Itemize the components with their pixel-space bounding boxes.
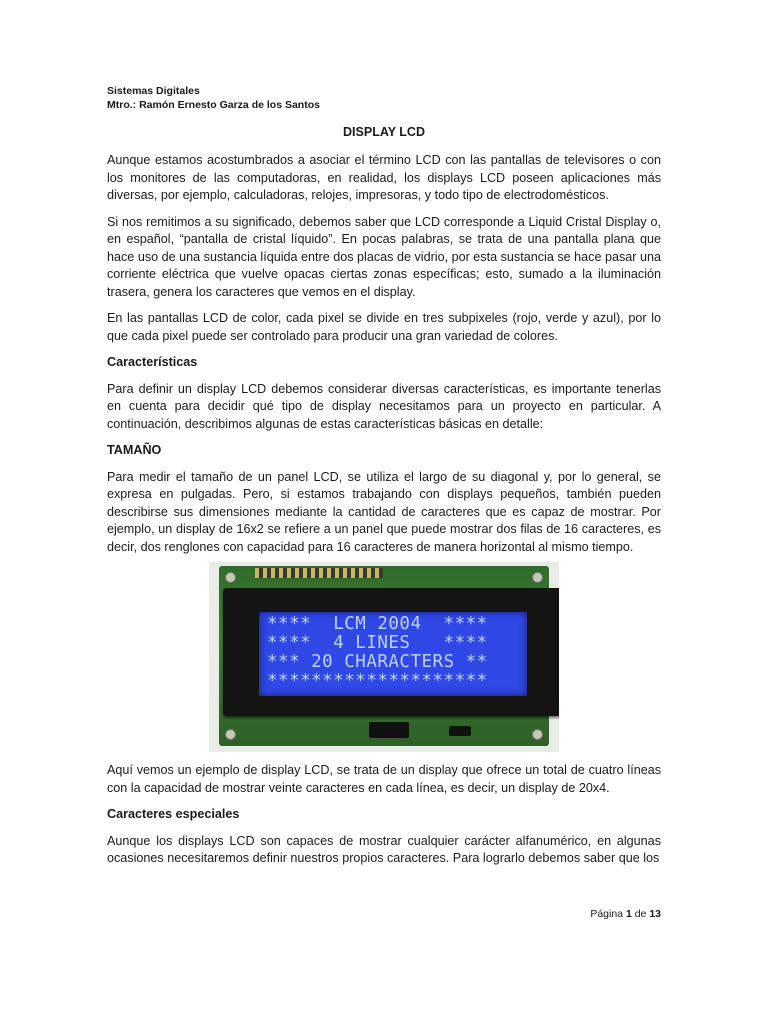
paragraph-characteristics: Para definir un display LCD debemos considerar diversas características, es importante tenerlas en cuenta para decidir qué tipo de display necesitamos para un proyecto en particular. A continuación, describimos algunas de estas características básicas en detalle:: [107, 381, 661, 431]
heading-caracteres-especiales: Caracteres especiales: [107, 807, 240, 821]
paragraph-special-chars: Aunque los displays LCD son capaces de mostrar cualquier carácter alfanumérico, en algunas ocasiones necesitaremos definir nuestros propios caracteres. Para lograrlo debemos saber que los: [107, 833, 661, 865]
heading-caracteristicas: Características: [107, 355, 198, 369]
lcd-line-4: ********************: [267, 671, 488, 691]
lcd-module-image: [209, 562, 559, 752]
lcd-line-1: **** LCM 2004 ****: [267, 614, 488, 634]
heading-tamano: TAMAÑO: [107, 443, 162, 457]
lcd-screen: [259, 612, 527, 696]
mounting-hole-icon: [225, 572, 236, 583]
lcd-line-3: *** 20 CHARACTERS **: [267, 652, 488, 672]
body-section-bottom: [107, 762, 661, 877]
page-total: 13: [649, 908, 661, 920]
paragraph-meaning: Si nos remitimos a su significado, debemos saber que LCD corresponde a Liquid Cristal Display o, en español, “pantalla de cristal líquido”. En pocas palabras, se trata de una pantalla plana que hace uso de una sustancia líquida entre dos placas de vidrio, por esta sustancia se hace pasar una corriente eléctrica que vuelve opacas ciertas zonas específicas; esto, sumado a la iluminación trasera, genera los caracteres que vemos en el display.: [107, 214, 661, 299]
page-current: 1: [625, 908, 632, 920]
document-page: [107, 0, 661, 1024]
lcd-header-pins: [255, 568, 383, 578]
teacher-name: Mtro.: Ramón Ernesto Garza de los Santos: [107, 99, 320, 111]
document-header: [107, 84, 320, 112]
page-of-label: de: [634, 908, 647, 920]
course-name: Sistemas Digitales: [107, 85, 200, 97]
lcd-line-2: **** 4 LINES ****: [267, 633, 488, 653]
paragraph-example: Aquí vemos un ejemplo de display LCD, se trata de un display que ofrece un total de cuatro líneas con la capacidad de mostrar veinte caracteres en cada línea, es decir, un display de 20x4.: [107, 763, 661, 795]
mounting-hole-icon: [532, 572, 543, 583]
paragraph-size: Para medir el tamaño de un panel LCD, se utiliza el largo de su diagonal y, por lo general, se expresa en pulgadas. Pero, si estamos trabajando con displays pequeños, también pueden describirse sus dimensiones mediante la cantidad de caracteres que es capaz de mostrar. Por ejemplo, un display de 16x2 se refiere a un panel que puede mostrar dos filas de 16 caracteres, es decir, dos renglones con capacidad para 16 caracteres de manera horizontal al mismo tiempo.: [107, 469, 661, 554]
document-title: DISPLAY LCD: [343, 125, 425, 139]
mounting-hole-icon: [532, 729, 543, 740]
page-footer: [590, 908, 661, 920]
mounting-hole-icon: [225, 729, 236, 740]
paragraph-intro: Aunque estamos acostumbrados a asociar el término LCD con las pantallas de televisores o con los monitores de las computadoras, en realidad, los displays LCD poseen aplicaciones más diversas, por ejemplo, calculadoras, relojes, impresoras, y todo tipo de electrodomésticos.: [107, 153, 661, 202]
paragraph-color: En las pantallas LCD de color, cada pixel se divide en tres subpixeles (rojo, verde y azul), por lo que cada pixel puede ser controlado para producir una gran variedad de colores.: [107, 311, 661, 343]
page-label: Página: [590, 908, 624, 920]
chip-icon: [449, 726, 471, 736]
lcd-bezel: [223, 588, 559, 716]
chip-icon: [369, 722, 409, 738]
body-section-top: [107, 152, 661, 565]
lcd-pcb-board: [219, 566, 549, 746]
